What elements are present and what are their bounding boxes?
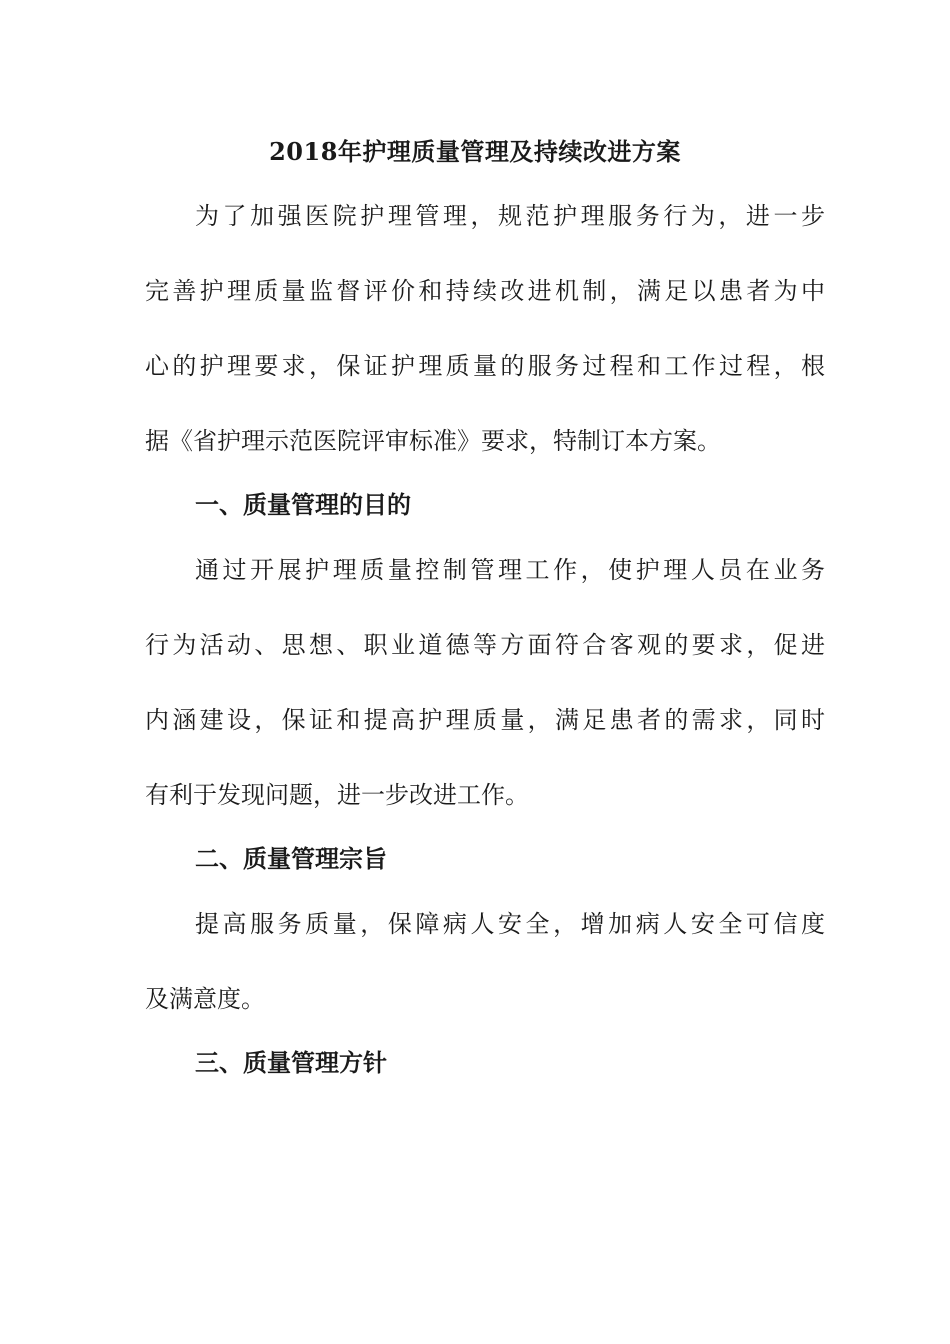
- intro-line-2: 完善护理质量监督评价和持续改进机制，满足以患者为中: [145, 277, 825, 305]
- section1-line-1: 通过开展护理质量控制管理工作，使护理人员在业务: [195, 556, 825, 584]
- section2-line-1: 提高服务质量，保障病人安全，增加病人安全可信度: [195, 910, 825, 938]
- intro-line-3: 心的护理要求，保证护理质量的服务过程和工作过程，根: [145, 352, 825, 380]
- intro-line-4: 据《省护理示范医院评审标准》要求，特制订本方案。: [145, 427, 721, 455]
- section1-line-4: 有利于发现问题，进一步改进工作。: [145, 781, 529, 809]
- section1-line-2: 行为活动、思想、职业道德等方面符合客观的要求，促进: [145, 631, 825, 659]
- section-heading-tenet: 二、质量管理宗旨: [195, 844, 387, 873]
- section-heading-purpose: 一、质量管理的目的: [195, 490, 411, 519]
- intro-line-1: 为了加强医院护理管理，规范护理服务行为，进一步: [195, 202, 825, 230]
- section2-line-2: 及满意度。: [145, 985, 265, 1013]
- section1-line-3: 内涵建设，保证和提高护理质量，满足患者的需求，同时: [145, 706, 825, 734]
- document-title: 2018年护理质量管理及持续改进方案: [269, 137, 681, 166]
- section-heading-policy: 三、质量管理方针: [195, 1048, 387, 1077]
